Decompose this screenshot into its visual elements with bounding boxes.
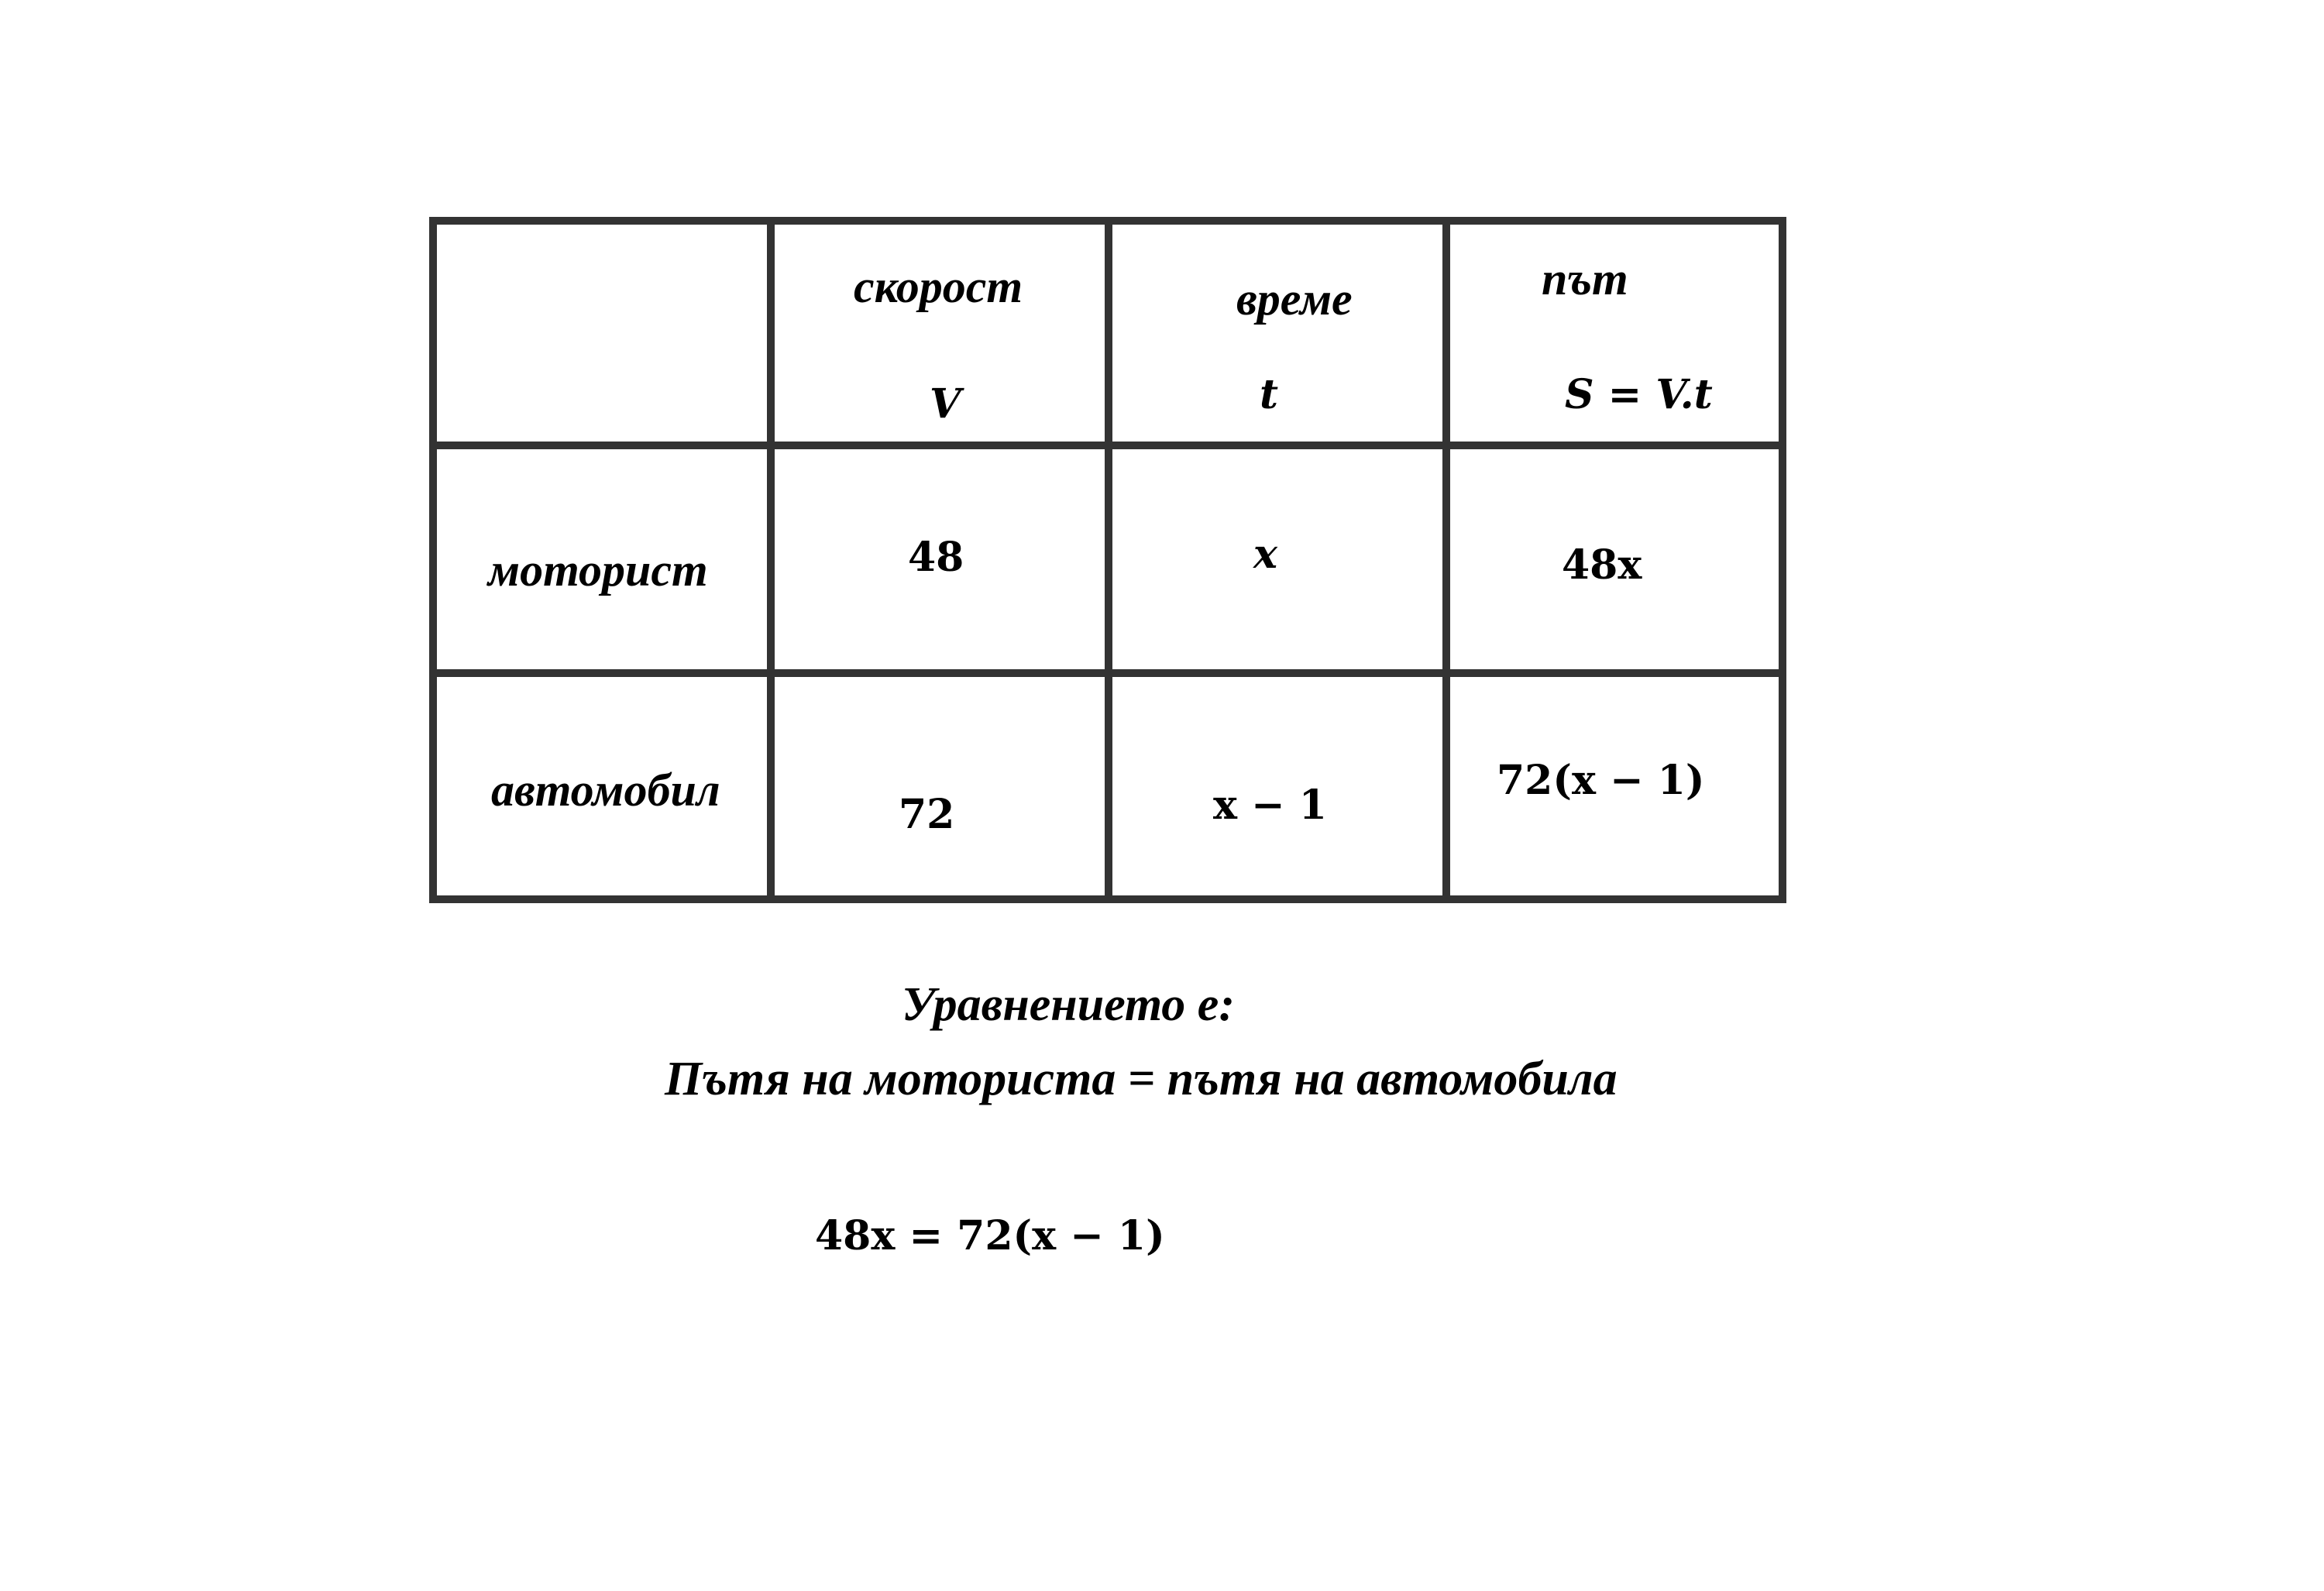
row-label-motorist: моторист	[488, 545, 708, 596]
grid-line-left	[429, 217, 437, 903]
grid-line-right	[1779, 217, 1786, 903]
cell-motorist-time: x	[1253, 531, 1278, 578]
cell-car-time: x − 1	[1213, 782, 1327, 829]
header-time-word: време	[1236, 273, 1353, 325]
row-label-car: автомобил	[491, 765, 720, 816]
equation-statement: Пътя на моториста = пътя на автомобила	[665, 1053, 1618, 1105]
equation-formula: 48x = 72(x − 1)	[815, 1212, 1165, 1259]
cell-motorist-speed: 48	[908, 534, 964, 581]
grid-line-col3	[1442, 217, 1450, 903]
header-time-symbol: t	[1260, 371, 1279, 418]
header-speed-symbol: V	[930, 380, 961, 428]
cell-motorist-distance: 48x	[1562, 541, 1642, 589]
header-distance-formula: S = V.t	[1565, 371, 1713, 418]
cell-car-distance: 72(x − 1)	[1497, 757, 1705, 804]
cell-car-speed: 72	[899, 791, 955, 838]
header-speed-word: скорост	[854, 261, 1023, 312]
grid-line-col2	[1105, 217, 1112, 903]
equation-heading: Уравнението е:	[902, 978, 1235, 1031]
grid-line-col1	[767, 217, 775, 903]
header-distance-word: път	[1542, 253, 1628, 304]
